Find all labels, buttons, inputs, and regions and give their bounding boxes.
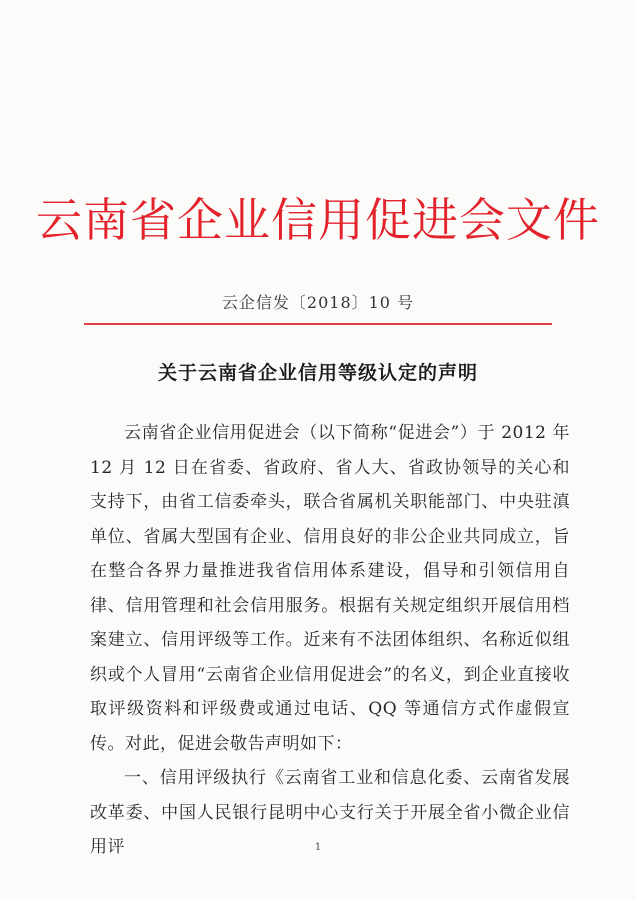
body-paragraph: 一、信用评级执行《云南省工业和信息化委、云南省发展改革委、中国人民银行昆明中心支行关于开展全省小微企业信用评 bbox=[90, 768, 570, 857]
document-number: 云企信发〔2018〕10 号 bbox=[221, 293, 415, 312]
document-body bbox=[90, 416, 570, 865]
page-number: 1 bbox=[314, 842, 322, 853]
red-divider-line bbox=[84, 323, 552, 325]
body-paragraph: 云南省企业信用促进会（以下简称“促进会”）于 2012 年 12 月 12 日在省委、省政府、省人大、省政协领导的关心和支持下，由省工信委牵头，联合省属机关职能部门、中央驻滇单位、省属大型国有企业、信用良好的非公企业共同成立，旨在整合各界力量推进我省信用体系建设，倡导和引领信用自律、信用管理和社会信用服务。根据有关规定组织开展信用档案建立、信用评级等工作。近来有不法团体组织、名称近似组织或个人冒用“云南省企业信用促进会”的名义，到企业直接收取评级资料和评级费或通过电话、QQ 等通信方式作虚假宣传。对此，促进会敬告声明如下： bbox=[90, 423, 570, 754]
document-header-title: 云南省企业信用促进会文件 bbox=[36, 193, 600, 247]
document-title: 关于云南省企业信用等级认定的声明 bbox=[157, 362, 478, 384]
